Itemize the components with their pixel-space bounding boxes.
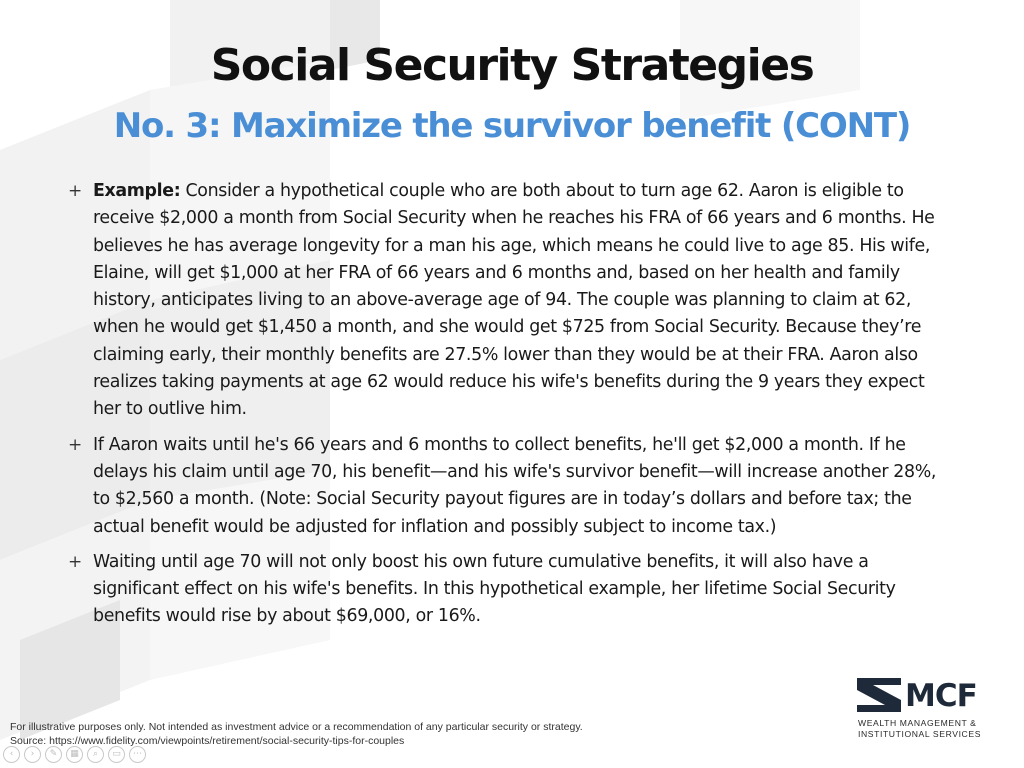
bullet-delay-claim [68, 432, 953, 541]
logo-tagline [858, 718, 993, 740]
plus-bullet-icon: + [68, 181, 82, 201]
bullet-lead-label: Example: [93, 181, 181, 201]
bullet-survivor-impact [68, 549, 953, 631]
footer-disclaimer: For illustrative purposes only. Not intended as investment advice or a recommendation of any particular security or strategy. [10, 721, 583, 733]
bullet-example [68, 178, 953, 424]
slide-subtitle: No. 3: Maximize the survivor benefit (CONT) [113, 106, 911, 146]
next-slide-icon[interactable]: › [24, 746, 41, 763]
previous-slide-icon[interactable]: ‹ [3, 746, 20, 763]
bullet-text: Consider a hypothetical couple who are both about to turn age 62. Aaron is eligible to receive $2,000 a month from Social Security when he reaches his FRA of 66 years and 6 months. He believes he has average longevity for a man his age, which means he could live to age 85. His wife, Elaine, will get $1,000 at her FRA of 66 years and 6 months and, based on her health and family history, anticipates living to an above-average age of 94. The couple was planning to claim at 62, when he would get $1,450 a month, and she would get $725 from Social Security. Because they’re claiming early, their monthly benefits are 27.5% lower than they would be at their FRA. Aaron also realizes taking payments at age 62 would reduce his wife's benefits during the 9 years they expect her to outlive him. [93, 181, 935, 420]
mcf-logo-mark-icon [857, 676, 901, 714]
grid-view-icon[interactable]: ▦ [66, 746, 83, 763]
more-options-icon[interactable]: ⋯ [129, 746, 146, 763]
logo-wordmark: MCF [905, 678, 977, 714]
bullet-text: Waiting until age 70 will not only boost his own future cumulative benefits, it will also have a significant effect on his wife's benefits. In this hypothetical example, her lifetime Social Security benefits would rise by about $69,000, or 16%. [93, 551, 896, 627]
footer-source: Source: https://www.fidelity.com/viewpoints/retirement/social-security-tips-for-couples [10, 735, 405, 747]
slide-title: Social Security Strategies [210, 40, 814, 91]
bullet-list [68, 178, 953, 639]
logo-tagline-line2: INSTITUTIONAL SERVICES [858, 729, 982, 739]
plus-bullet-icon: + [68, 551, 82, 572]
footer [10, 720, 583, 748]
subtitles-icon[interactable]: ▭ [108, 746, 125, 763]
company-logo [855, 676, 995, 746]
plus-bullet-icon: + [68, 434, 82, 455]
logo-tagline-line1: WEALTH MANAGEMENT & [858, 718, 977, 728]
slideshow-controls [3, 746, 146, 766]
pen-icon[interactable]: ✎ [45, 746, 62, 763]
zoom-icon[interactable]: ⌕ [87, 746, 104, 763]
bullet-text: If Aaron waits until he's 66 years and 6 months to collect benefits, he'll get $2,000 a month. If he delays his claim until age 70, his benefit—and his wife's survivor benefit—will increase another 28%, to $2,560 a month. (Note: Social Security payout figures are in today’s dollars and before tax; the actual benefit would be adjusted for inflation and possibly subject to income tax.) [93, 434, 937, 537]
